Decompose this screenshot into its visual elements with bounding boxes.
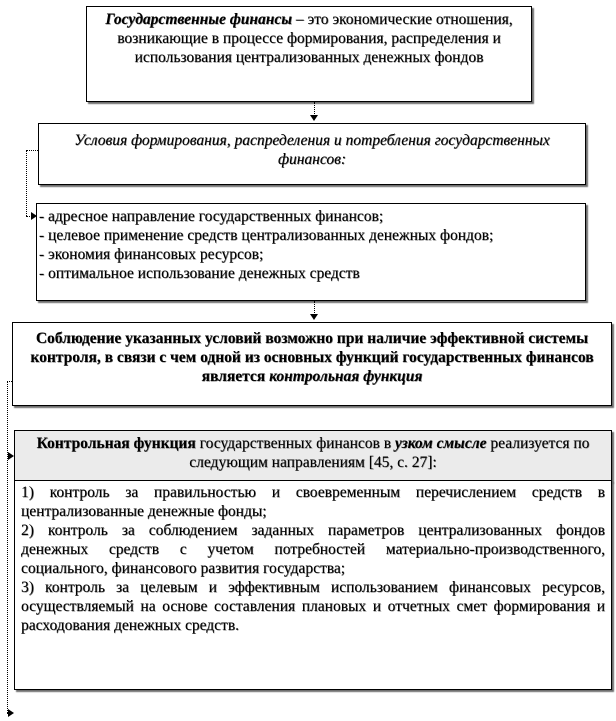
narrow-sense-term: узком смысле: [394, 435, 487, 452]
connector-2-3-vertical: [26, 150, 27, 216]
connector-2-3-top: [26, 150, 38, 151]
control-function-mid: государственных финансов в: [195, 435, 395, 452]
list-item: - экономия финансовых ресурсов;: [39, 246, 264, 263]
arrow-down-icon: [310, 314, 318, 320]
control-function-header-box: [14, 430, 612, 482]
control-function-term: контрольная функция: [269, 368, 423, 385]
list-item: 3) контроль за целевым и эффективным использованием финансовых ресурсов, осуществляемый на основе составления плановых и отчетных смет формирования и расходования денежных средств.: [21, 579, 605, 634]
control-system-text: Соблюдение указанных условий возможно при наличие эффективной системы контроля, в связи с чем одной из основных функций государственных финансов является: [30, 330, 594, 385]
conditions-list-box: [36, 203, 586, 301]
arrow-down-icon: [310, 115, 318, 121]
control-function-end: реализуется по следующим направлениям [45, с. 27]:: [189, 435, 590, 471]
control-directions-box: [14, 480, 612, 690]
list-item: - адресное направление государственных финансов;: [39, 208, 384, 225]
conditions-header-text: Условия формирования, распределения и потребления государственных финансов:: [74, 132, 550, 168]
control-system-box: [12, 322, 612, 406]
connector-3-4: [314, 301, 315, 315]
connector-left-top: [7, 381, 12, 382]
list-item: - оптимальное использование денежных средств: [39, 265, 360, 282]
list-item: 2) контроль за соблюдением заданных параметров централизованных фондов денежных средств с учетом потребностей материально-производственного, социального, финансового развития государства;: [21, 522, 605, 577]
definition-term: Государственные финансы: [105, 11, 293, 28]
list-item: 1) контроль за правильностью и своевременным перечислением средств в централизованные денежные фонды;: [21, 484, 605, 520]
list-item: - целевое применение средств централизованных денежных фондов;: [39, 227, 494, 244]
definition-box: [86, 6, 532, 102]
conditions-header-box: [38, 123, 586, 185]
connector-1-2: [314, 102, 315, 116]
definition-text: – это экономические отношения, возникающие в процессе формирования, распределения и использования централизованных денежных фондов: [117, 11, 513, 66]
arrow-right-icon: [8, 709, 14, 717]
control-function-heading: Контрольная функция: [36, 435, 196, 452]
connector-left-vertical: [7, 381, 8, 713]
